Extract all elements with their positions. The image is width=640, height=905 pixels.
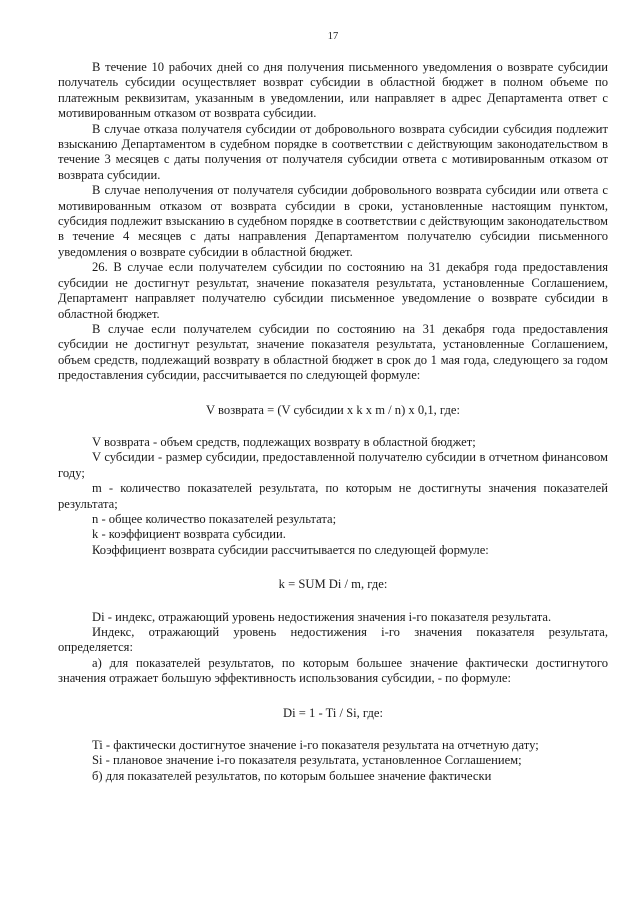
paragraph: k - коэффициент возврата субсидии. <box>92 527 286 542</box>
page-number: 17 <box>327 31 339 42</box>
paragraph: 26. В случае если получателем субсидии по состоянию на 31 декабря года предоставления субсидии не достигнут результат, значение показателя результата, установленные Соглашением, Департамент направляет получателю субсидии письменное уведомление о возврате субсидии в областной бюджет. <box>58 260 608 321</box>
paragraph: В случае неполучения от получателя субсидии добровольного возврата субсидии или ответа с мотивированным отказом от возврата субсидии в сроки, установленные настоящим пунктом, субсидия подлежит взысканию в судебном порядке в соответствии с действующим законодательством в течение 4 месяцев с даты направления Департаментом получателю субсидии письменного уведомления о возврате субсидии в областной бюджет. <box>58 183 608 259</box>
paragraph: а) для показателей результатов, по которым большее значение фактически достигнутого значения отражает большую эффективность использования субсидии, - по формуле: <box>58 655 608 686</box>
paragraph: В случае отказа получателя субсидии от добровольного возврата субсидии субсидия подлежит взысканию Департаментом в судебном порядке в соответствии с действующим законодательством в течение 3 месяцев с даты получения от получателя субсидии ответа с мотивированным отказом от возврата субсидии. <box>58 121 608 182</box>
paragraph: Di - индекс, отражающий уровень недостижения значения i-го показателя результата. <box>92 609 552 624</box>
formula-return-coefficient: k = SUM Di / m, где: <box>278 577 388 592</box>
document-body <box>58 60 608 784</box>
paragraph: Ti - фактически достигнутое значение i-го показателя результата на отчетную дату; <box>92 738 539 753</box>
paragraph: V возврата - объем средств, подлежащих возврату в областной бюджет; <box>92 434 476 449</box>
paragraph: б) для показателей результатов, по которым большее значение фактически <box>92 768 492 783</box>
paragraph: V субсидии - размер субсидии, предоставленной получателю субсидии в отчетном финансовом году; <box>58 450 608 480</box>
paragraph: Коэффициент возврата субсидии рассчитывается по следующей формуле: <box>92 542 489 557</box>
paragraph: В течение 10 рабочих дней со дня получения письменного уведомления о возврате субсидии получатель субсидии осуществляет возврат субсидии в областной бюджет в полном объеме по платежным реквизитам, указанным в уведомлении, или направляет в адрес Департамента ответ с мотивированным отказом от возврата субсидии. <box>58 60 608 121</box>
paragraph: Si - плановое значение i-го показателя результата, установленное Соглашением; <box>92 753 522 768</box>
formula-return-volume: V возврата = (V субсидии x k x m / n) x 0,1, где: <box>206 402 460 417</box>
paragraph: m - количество показателей результата, по которым не достигнуты значения показателей результата; <box>58 481 608 511</box>
paragraph: В случае если получателем субсидии по состоянию на 31 декабря года предоставления субсидии не достигнут результат, значение показателя результата, установленные Соглашением, объем средств, подлежащий возврату в областной бюджет в срок до 1 мая года, следующего за годом предоставления субсидии, рассчитывается по следующей формуле: <box>58 321 608 383</box>
paragraph: n - общее количество показателей результата; <box>92 511 337 526</box>
paragraph: Индекс, отражающий уровень недостижения i-го значения показателя результата, определяется: <box>58 625 608 655</box>
formula-index: Di = 1 - Ti / Si, где: <box>283 705 383 720</box>
